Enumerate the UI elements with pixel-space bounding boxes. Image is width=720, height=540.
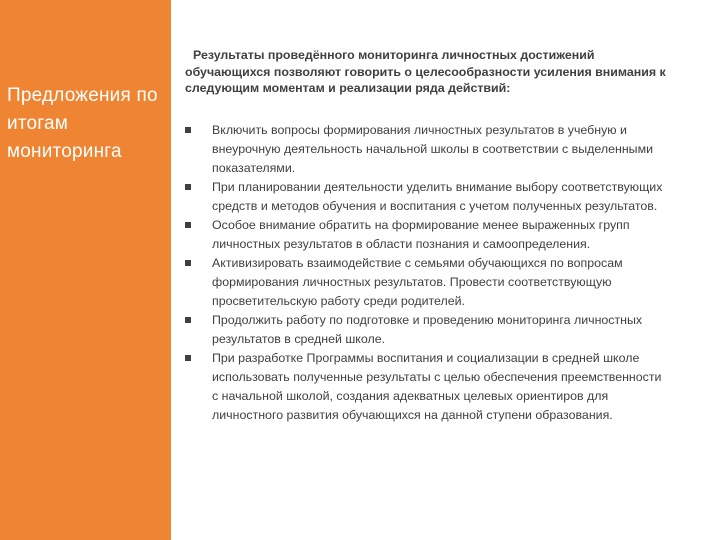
list-item-text: При планировании деятельности уделить внимание выбору соответствующих средств и методов обучения и воспитания с учетом полученных результатов. <box>212 180 663 213</box>
main-content <box>185 47 670 422</box>
sidebar-panel <box>0 0 171 540</box>
list-item <box>185 121 670 178</box>
list-item <box>185 178 670 216</box>
square-bullet-icon <box>185 127 191 133</box>
list-item <box>185 311 670 349</box>
list-item-text: Продолжить работу по подготовке и проведению мониторинга личностных результатов в средней школе. <box>212 313 643 346</box>
list-item-text: При разработке Программы воспитания и социализации в средней школе использовать полученные результаты с целью обеспечения преемственности с начальной школой, создания адекватных целевых ориентиров для личностного развития обучающихся на данной ступени образования. <box>212 351 662 422</box>
recommendations-list <box>185 121 670 425</box>
square-bullet-icon <box>185 184 191 190</box>
list-item-text: Активизировать взаимодействие с семьями обучающихся по вопросам формирования личностных результатов. Провести соответствующую просветительскую работу среди родителей. <box>212 256 623 308</box>
square-bullet-icon <box>185 260 191 266</box>
sidebar-title: Предложения по итогам мониторинга <box>7 85 158 162</box>
list-item <box>185 216 670 254</box>
list-item <box>185 254 670 311</box>
list-item <box>185 349 670 425</box>
square-bullet-icon <box>185 317 191 323</box>
list-item-text: Особое внимание обратить на формирование менее выраженных групп личностных результатов в области познания и самоопределения. <box>212 218 630 251</box>
square-bullet-icon <box>185 222 191 228</box>
list-item-text: Включить вопросы формирования личностных результатов в учебную и внеурочную деятельность начальной школы в соответствии с выделенными показателями. <box>212 123 654 175</box>
square-bullet-icon <box>185 355 191 361</box>
intro-paragraph: Результаты проведённого мониторинга личностных достижений обучающихся позволяют говорить о целесообразности усиления внимания к следующим моментам и реализации ряда действий: <box>185 48 666 95</box>
